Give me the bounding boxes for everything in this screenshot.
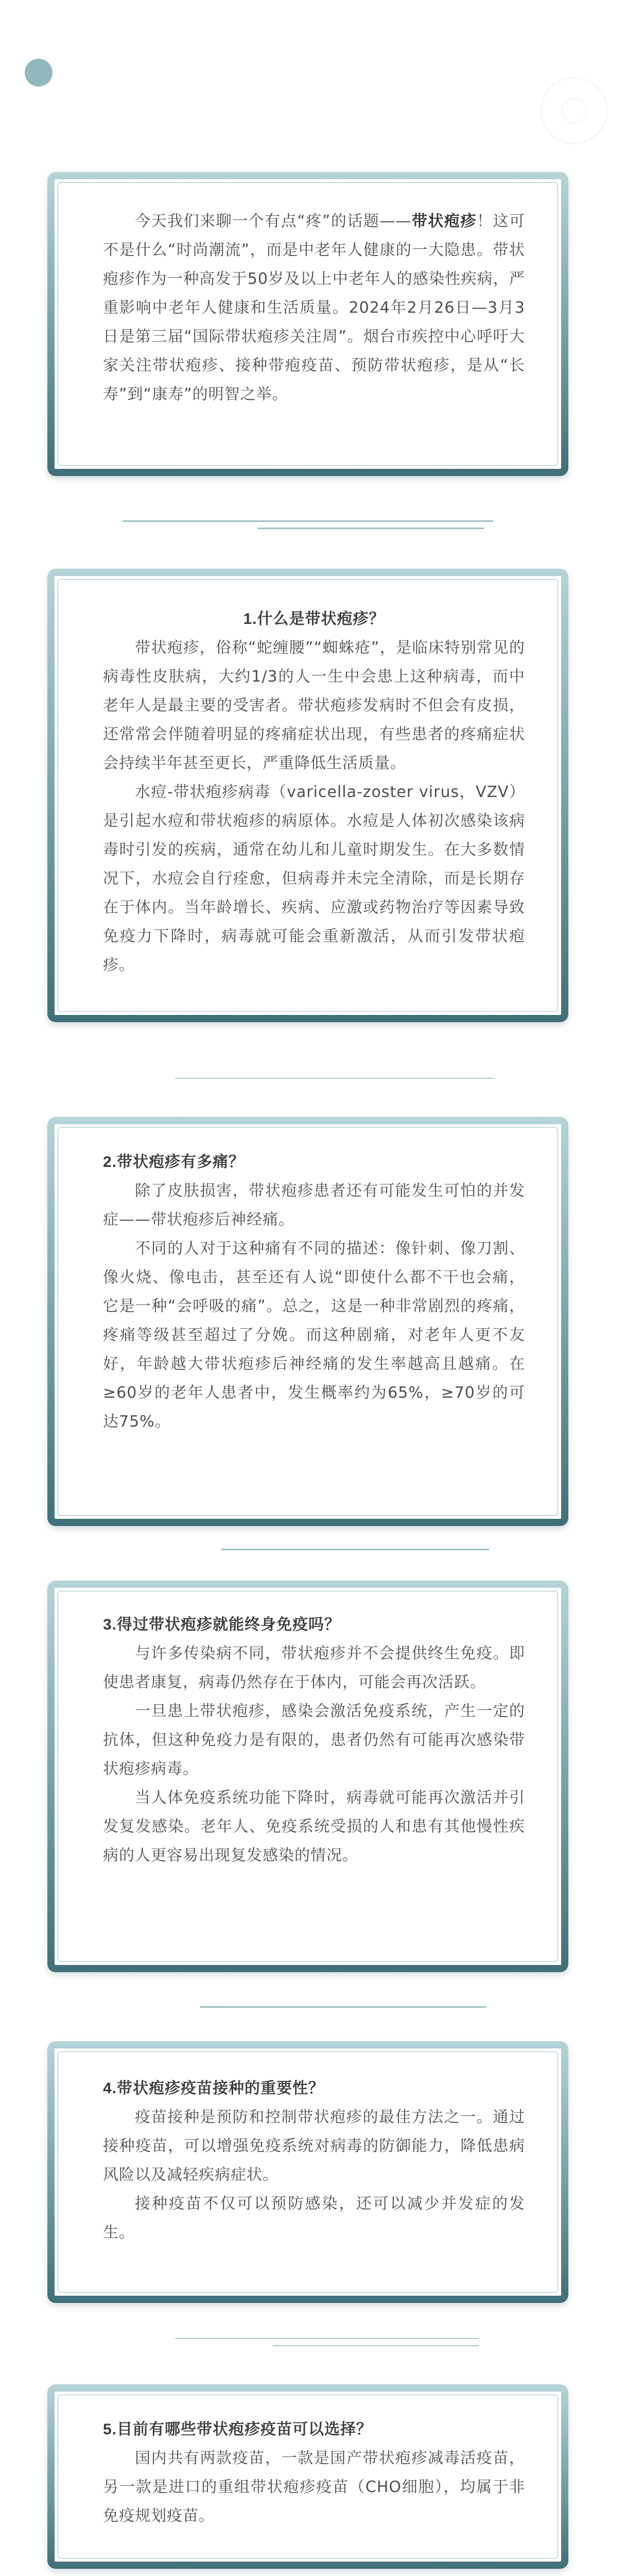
section-card-4 — [47, 2041, 568, 2303]
section-divider-offset — [257, 528, 484, 529]
decorative-ring-inner — [561, 98, 587, 124]
intro-paragraph — [103, 207, 525, 409]
section-divider — [123, 520, 493, 522]
section-paragraph: 除了皮肤损害，带状疱疹患者还有可能发生可怕的并发症——带状疱疹后神经痛。 — [103, 1182, 525, 1229]
section-paragraph: 水痘-带状疱疹病毒（varicella-zoster virus，VZV）是引起水痘和带状疱疹的病原体。水痘是人体初次感染该病毒时引发的疾病，通常在幼儿和儿童时期发生。在大多数情况下，水痘会自行痊愈，但病毒并未完全清除，而是长期存在于体内。当年龄增长、疾病、应激或药物治疗等因素导致免疫力下降时，病毒就可能会重新激活，从而引发带状疱疹。 — [103, 783, 525, 974]
section-card-5 — [47, 2384, 568, 2569]
intro-keyword: 带状疱疹 — [411, 212, 477, 230]
section-title: 4.带状疱疹疫苗接种的重要性？ — [103, 2080, 325, 2097]
section-paragraph: 一旦患上带状疱疹，感染会激活免疫系统，产生一定的抗体，但这种免疫力是有限的，患者仍然有可能再次感染带状疱疹病毒。 — [103, 1702, 525, 1778]
intro-text-start: 今天我们来聊一个有点“疼”的话题—— — [135, 212, 412, 230]
intro-text-end: ！这可不是什么“时尚潮流”，而是中老年人健康的一大隐患。带状疱疹作为一种高发于50岁及以上中老年人的感染性疾病，严重影响中老年人健康和生活质量。2024年2月26日—3月3日是第三届“国际带状疱疹关注周”。烟台市疾控中心呼吁大家关注带状疱疹、接种带疱疫苗、预防带状疱疹，是从“长寿”到“康寿”的明智之举。 — [103, 212, 526, 403]
section-title: 3.得过带状疱疹就能终身免疫吗？ — [103, 1616, 341, 1633]
section-title: 2.带状疱疹有多痛？ — [103, 1154, 245, 1171]
section-divider — [200, 2006, 486, 2008]
section-title: 5.目前有哪些带状疱疹疫苗可以选择？ — [103, 2421, 373, 2438]
section-paragraph: 国内共有两款疫苗，一款是国产带状疱疹减毒活疫苗，另一款是进口的重组带状疱疹疫苗（CHO细胞），均属于非免疫规划疫苗。 — [103, 2449, 525, 2525]
section-divider — [221, 1549, 489, 1550]
section-paragraph: 当人体免疫系统功能下降时，病毒就可能再次激活并引发复发感染。老年人、免疫系统受损的人和患有其他慢性疾病的人更容易出现复发感染的情况。 — [103, 1789, 525, 1865]
section-paragraph: 疫苗接种是预防和控制带状疱疹的最佳方法之一。通过接种疫苗，可以增强免疫系统对病毒的防御能力，降低患病风险以及减轻疾病症状。 — [103, 2108, 525, 2184]
section-divider — [175, 1078, 494, 1079]
decorative-dot — [25, 59, 53, 87]
section-card-3 — [47, 1581, 568, 1972]
section-card-2 — [47, 1117, 568, 1526]
intro-card — [47, 172, 568, 476]
section-paragraph: 接种疫苗不仅可以预防感染，还可以减少并发症的发生。 — [103, 2195, 525, 2242]
section-paragraph: 不同的人对于这种痛有不同的描述：像针刺、像刀割、像火烧、像电击，甚至还有人说“即使什么都不干也会痛，它是一种“会呼吸的痛”。总之，这是一种非常剧烈的疼痛，疼痛等级甚至超过了分娩。而这种剧痛，对老年人更不友好，年龄越大带状疱疹后神经痛的发生率越高且越痛。在≥60岁的老年人患者中，发生概率约为65%，≥70岁的可达75%。 — [103, 1240, 525, 1431]
section-divider — [175, 2338, 479, 2339]
section-paragraph: 与许多传染病不同，带状疱疹并不会提供终生免疫。即使患者康复，病毒仍然存在于体内，可能会再次活跃。 — [103, 1645, 525, 1691]
section-divider-offset — [273, 2345, 479, 2346]
section-card-1 — [47, 569, 568, 1022]
section-paragraph: 带状疱疹，俗称“蛇缠腰”“蜘蛛疮”，是临床特别常见的病毒性皮肤病，大约1/3的人一生中会患上这种病毒，而中老年人是最主要的受害者。带状疱疹发病时不但会有皮损，还常常会伴随着明显的疼痛症状出现，有些患者的疼痛症状会持续半年甚至更长，严重降低生活质量。 — [103, 639, 525, 772]
section-title: 1.什么是带状疱疹？ — [243, 611, 385, 628]
